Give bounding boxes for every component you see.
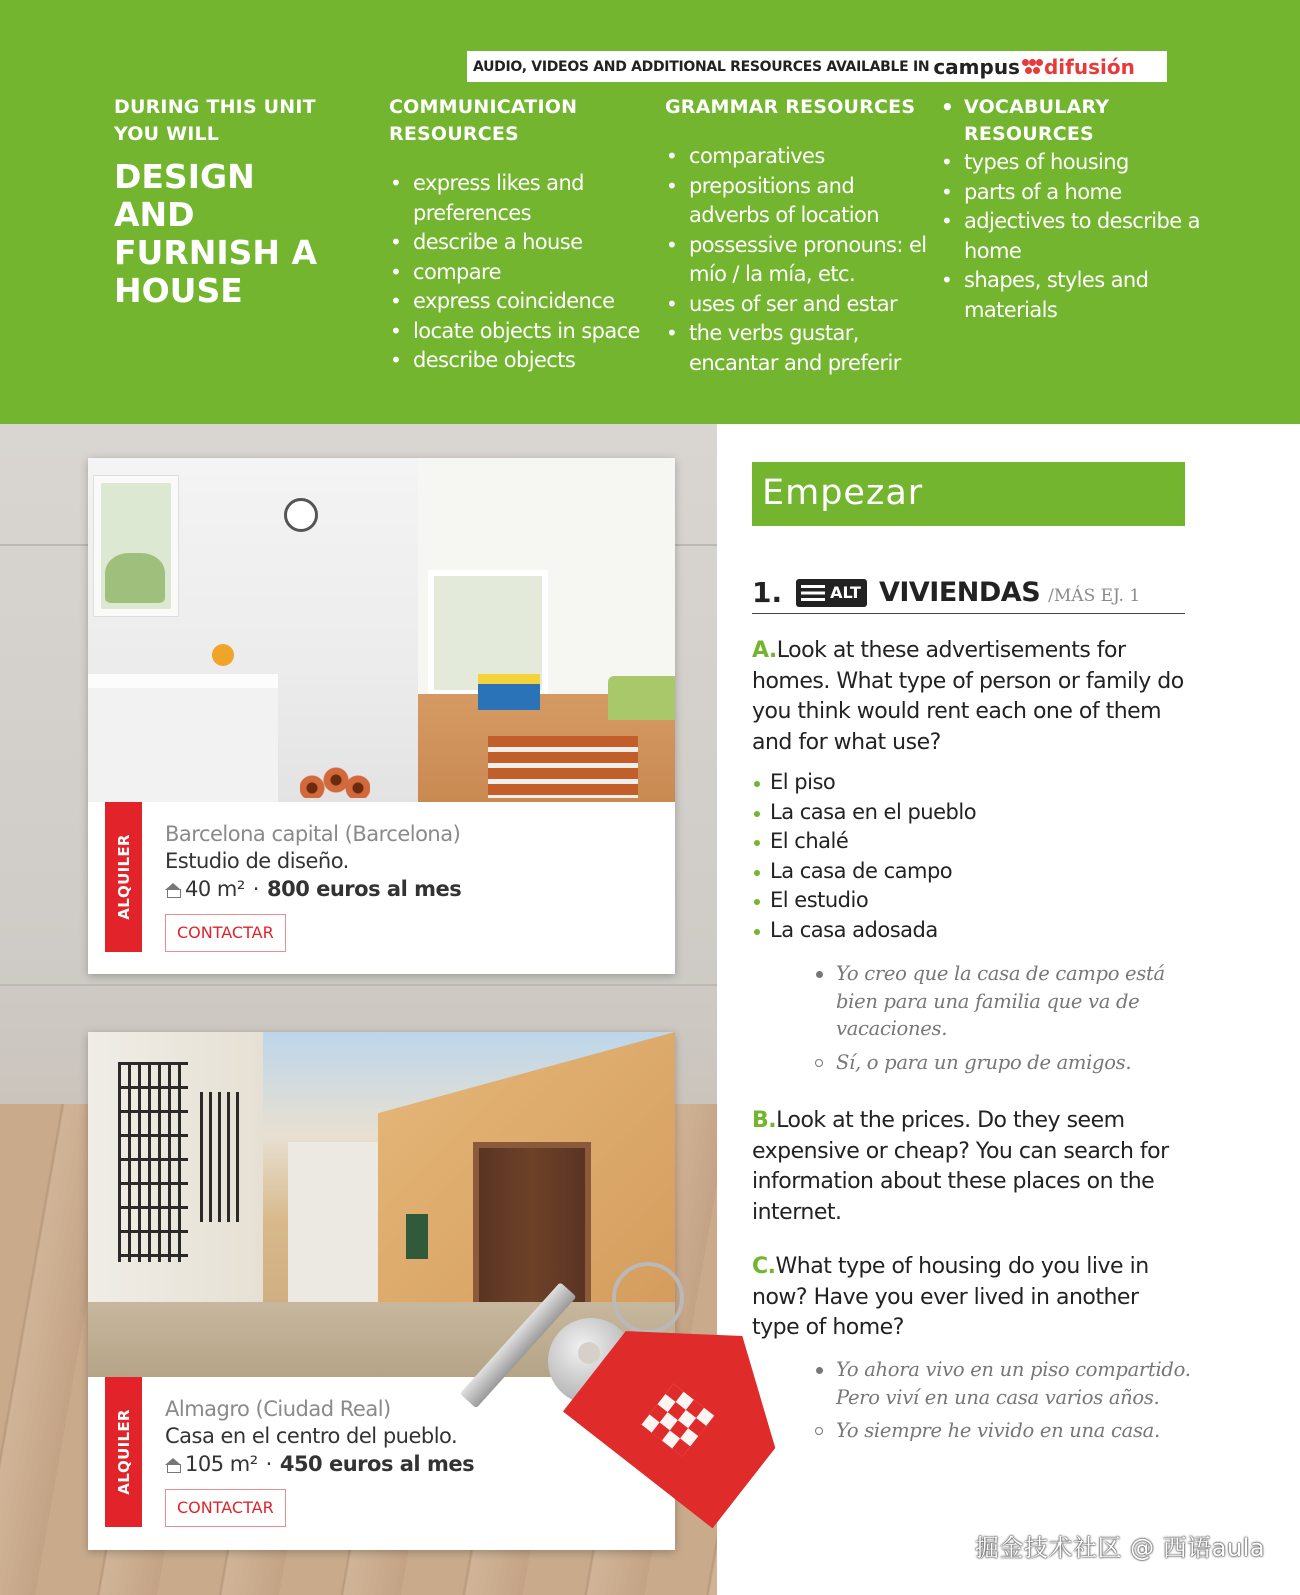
list-item: • the verbs gustar, encantar and preferir	[665, 319, 930, 378]
question-letter: B.	[752, 1108, 777, 1133]
sample-dialog-a	[812, 960, 1192, 1076]
vocabulary-list	[940, 148, 1200, 325]
list-item: • parts of a home	[940, 178, 1200, 208]
contact-button[interactable]: CONTACTAR	[165, 914, 286, 952]
list-item: • adjectives to describe a home	[940, 207, 1200, 266]
ad-price: 800 euros al mes	[266, 877, 462, 901]
list-item: • prepositions and adverbs of location	[665, 172, 930, 231]
menu-lines-icon	[801, 585, 825, 601]
dialog-line: Yo creo que la casa de campo está bien para una familia que va de vacaciones.	[812, 960, 1192, 1043]
window-grille	[118, 1062, 188, 1262]
list-item: • express likes and preferences	[389, 169, 659, 228]
list-item: • types of housing	[940, 148, 1200, 178]
list-item: • describe a house	[389, 228, 659, 258]
ad-price: 450 euros al mes	[279, 1452, 475, 1476]
ad-description: Casa en el centro del pueblo.	[165, 1424, 458, 1448]
rental-ad-card	[88, 458, 675, 974]
vocabulary-resources-column	[940, 94, 1200, 325]
unit-intro: DURING THIS UNIT YOU WILL	[114, 96, 316, 145]
watermark: 掘金技术社区 @ 西语aula	[975, 1534, 1266, 1562]
window-grille	[200, 1092, 240, 1222]
question-text: Look at the prices. Do they seem expensive or cheap? You can search for information about these places on the internet.	[752, 1108, 1169, 1225]
white-house	[288, 1142, 380, 1317]
ad-location: Barcelona capital (Barcelona)	[165, 822, 461, 846]
question-letter: C.	[752, 1254, 776, 1279]
plant-pot	[212, 644, 234, 666]
studio-interior-photo	[88, 458, 675, 802]
rental-tag-label: ALQUILER	[114, 834, 133, 920]
alt-badge[interactable]	[796, 579, 867, 607]
campus-difusion-logo-icon	[1022, 59, 1042, 75]
list-item: El estudio	[752, 886, 976, 916]
rental-tag	[105, 802, 142, 952]
question-letter: A.	[752, 638, 777, 663]
question-b	[752, 1106, 1192, 1228]
contact-button[interactable]: CONTACTAR	[165, 1489, 286, 1527]
ad-separator: ·	[252, 877, 259, 901]
rental-ad-card	[88, 1032, 675, 1550]
unit-goal-column	[114, 94, 344, 310]
list-item: • compare	[389, 258, 659, 288]
dialog-line: Yo siempre he vivido en una casa.	[812, 1417, 1192, 1445]
kitchen-counter	[88, 674, 278, 802]
rental-tag	[105, 1377, 142, 1527]
grammar-resources-column	[665, 94, 930, 378]
grammar-heading: GRAMMAR RESOURCES	[665, 96, 916, 118]
bed	[478, 674, 540, 710]
list-item: • express coincidence	[389, 287, 659, 317]
home-icon	[165, 883, 181, 897]
list-item: • possessive pronouns: el mío / la mía, etc.	[665, 231, 930, 290]
ad-location: Almagro (Ciudad Real)	[165, 1397, 391, 1421]
alt-badge-label: ALT	[830, 583, 861, 602]
bench-chair	[488, 736, 638, 798]
vocabulary-heading: • VOCABULARY RESOURCES	[940, 94, 1200, 148]
ad-details	[165, 877, 461, 901]
green-window	[406, 1214, 428, 1259]
list-item: La casa de campo	[752, 857, 976, 887]
unit-title: DESIGN AND FURNISH A HOUSE	[114, 157, 318, 310]
question-a	[752, 636, 1192, 758]
resources-banner[interactable]	[467, 51, 1167, 82]
list-item: • describe objects	[389, 346, 659, 376]
list-item: El piso	[752, 768, 976, 798]
list-item: • comparatives	[665, 142, 930, 172]
communication-resources-column	[389, 94, 659, 376]
ad-size: 105 m²	[185, 1452, 258, 1476]
communication-heading: COMMUNICATION RESOURCES	[389, 96, 578, 145]
ad-description: Estudio de diseño.	[165, 849, 349, 873]
list-item: La casa en el pueblo	[752, 798, 976, 828]
list-item: • shapes, styles and materials	[940, 266, 1200, 325]
resources-banner-text: AUDIO, VIDEOS AND ADDITIONAL RESOURCES AVAILABLE IN	[473, 58, 930, 75]
ad-info	[88, 802, 675, 974]
home-icon	[165, 1458, 181, 1472]
sofa	[608, 676, 675, 720]
unit-overview-band	[0, 0, 1300, 424]
question-text: Look at these advertisements for homes. What type of person or family do you think would rent each one of them and for what use?	[752, 638, 1184, 755]
dialog-line: Sí, o para un grupo de amigos.	[812, 1049, 1192, 1077]
campus-logo-text: campus	[933, 54, 1020, 79]
grammar-list	[665, 142, 930, 378]
ad-details	[165, 1452, 474, 1476]
communication-list	[389, 169, 659, 376]
housing-options-list	[752, 768, 976, 945]
ad-separator: ·	[265, 1452, 272, 1476]
list-item: El chalé	[752, 827, 976, 857]
difusion-logo-text: difusión	[1043, 54, 1135, 79]
wall-clock-icon	[284, 498, 318, 532]
exercise-number: 1.	[752, 576, 783, 609]
question-c	[752, 1252, 1192, 1344]
exercise-reference: /MÁS EJ. 1	[1048, 585, 1141, 606]
question-text: What type of housing do you live in now? Have you ever lived in another type of home?	[752, 1254, 1149, 1340]
list-item: La casa adosada	[752, 916, 976, 946]
rental-tag-label: ALQUILER	[114, 1409, 133, 1495]
dialog-line: Yo ahora vivo en un piso compartido. Pero viví en una casa varios años.	[812, 1356, 1192, 1411]
list-item: • uses of ser and estar	[665, 290, 930, 320]
key-ring	[612, 1262, 684, 1334]
ad-size: 40 m²	[185, 877, 245, 901]
section-title: Empezar	[752, 462, 1185, 526]
kitchen-window	[94, 476, 178, 616]
exercise-header	[752, 572, 1185, 614]
clay-pipes	[300, 758, 370, 798]
sample-dialog-c	[812, 1356, 1192, 1445]
exercise-title: VIVIENDAS	[878, 577, 1041, 608]
wall-panel-line	[0, 984, 717, 986]
list-item: • locate objects in space	[389, 317, 659, 347]
